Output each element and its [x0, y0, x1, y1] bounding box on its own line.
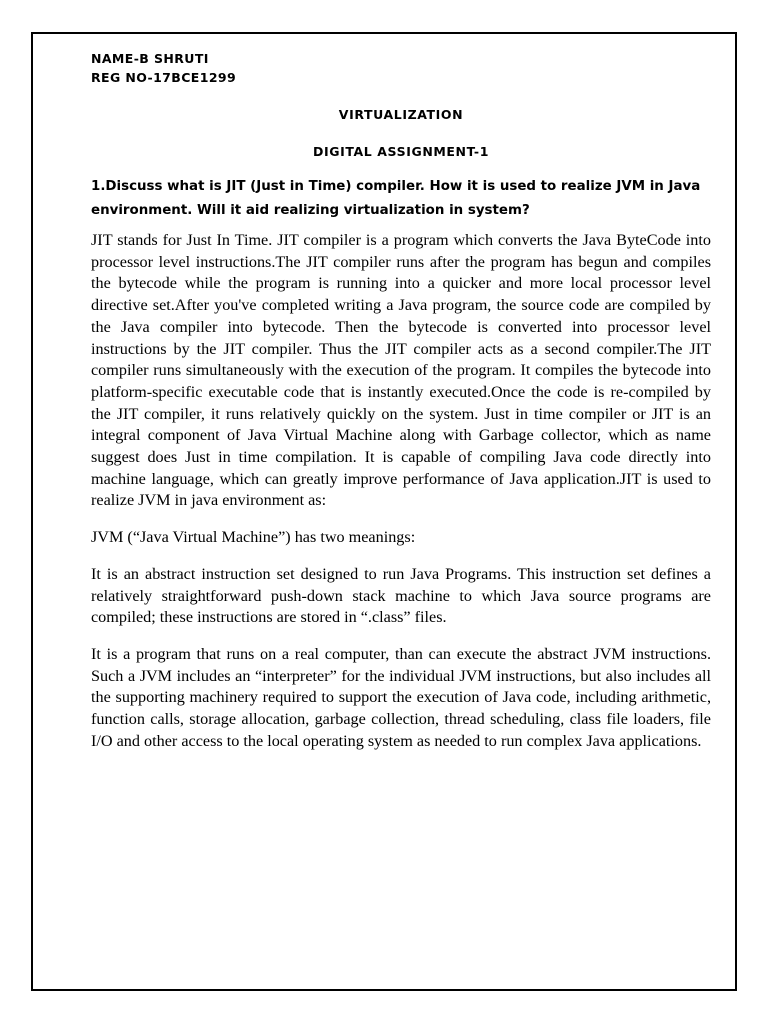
- document-body: [91, 49, 711, 752]
- paragraph-jvm-meanings: JVM (“Java Virtual Machine”) has two meanings:: [91, 528, 416, 547]
- subject-title: VIRTUALIZATION: [338, 107, 464, 122]
- question-heading: 1.Discuss what is JIT (Just in Time) compiler. How it is used to realize JVM in Java environment. Will it aid realizing virtualization in system?: [91, 179, 701, 218]
- student-name: NAME-B SHRUTI: [91, 51, 209, 66]
- assignment-title: DIGITAL ASSIGNMENT-1: [313, 144, 489, 159]
- paragraph-abstract-instruction-set: It is an abstract instruction set designed to run Java Programs. This instruction set defines a relatively straightforward push-down stack machine to which Java source programs are compiled; these instructions are stored in “.class” files.: [91, 564, 711, 627]
- paragraph-jit-definition: JIT stands for Just In Time. JIT compiler is a program which converts the Java ByteCode into processor level instructions.The JIT compiler runs after the program has begun and compiles the bytecode while the program is running into a quicker and more local processor level directive set.After you've completed writing a Java program, the source code are compiled by the Java compiler into bytecode. Then the bytecode is converted into processor level instructions by the JIT compiler. Thus the JIT compiler acts as a second compiler.The JIT compiler runs simultaneously with the execution of the program. It compiles the bytecode into platform-specific executable code that is instantly executed.Once the code is re-compiled by the JIT compiler, it runs relatively quickly on the system. Just in time compiler or JIT is an integral component of Java Virtual Machine along with Garbage collector, which as name suggest does Just in time compilation. It is capable of compiling Java code directly into machine language, which can greatly improve performance of Java application.JIT is used to realize JVM in java environment as:: [91, 231, 711, 510]
- paragraph-jvm-program: It is a program that runs on a real computer, than can execute the abstract JVM instructions. Such a JVM includes an “interpreter” for the individual JVM instructions, but also includes all the supporting machinery required to support the execution of Java code, including arithmetic, function calls, storage allocation, garbage collection, thread scheduling, class file loaders, file I/O and other access to the local operating system as needed to run complex Java applications.: [91, 644, 711, 750]
- registration-number: REG NO-17BCE1299: [91, 70, 237, 85]
- document-page: [31, 32, 737, 991]
